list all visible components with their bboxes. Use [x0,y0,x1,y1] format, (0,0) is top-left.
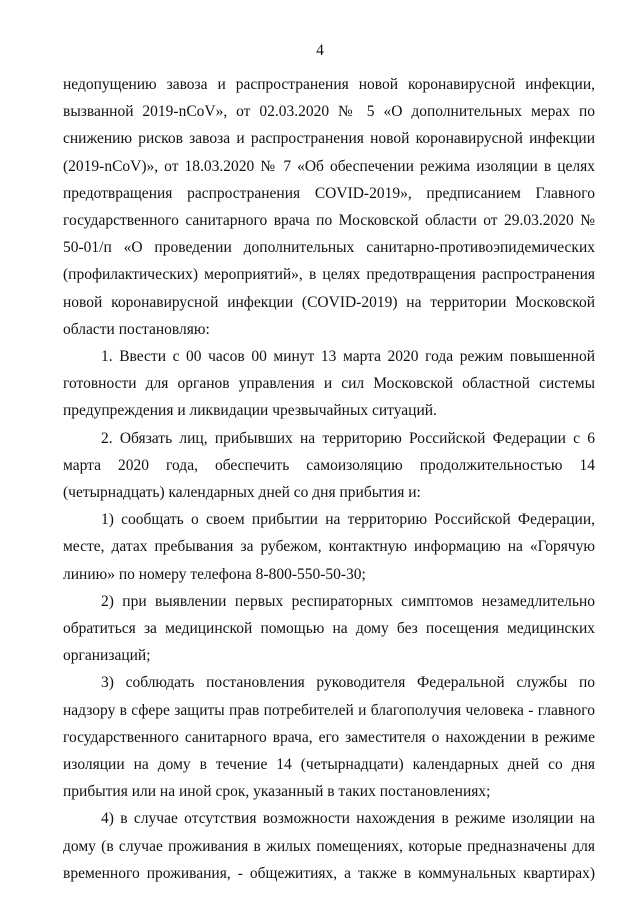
clause-1-paragraph: 1. Ввести с 00 часов 00 минут 13 марта 2020 года режим повышенной готовности для органов управления и сил Московской областной системы предупреждения и ликвидации чрезвычайных ситуаций. [63,348,595,420]
page-number: 4 [316,42,324,59]
subclause-4-paragraph: 4) в случае отсутствия возможности нахождения в режиме изоляции на дому (в случае проживания в жилых помещениях, которые предназначены для временного проживания, - общежитиях, а также в коммунальных квартирах) [63,810,595,882]
subclause-3-paragraph: 3) соблюдать постановления руководителя Федеральной службы по надзору в сфере защиты прав потребителей и благополучия человека - главного государственного санитарного врача, его заместителя о нахождении в режиме изоляции на дому в течение 14 (четырнадцати) календарных дней со дня прибытия или на иной срок, указанный в таких постановлениях; [63,674,595,801]
intro-paragraph: недопущению завоза и распространения новой коронавирусной инфекции, вызванной 2019-nCoV», от 02.03.2020 № 5 «О дополнительных мерах по снижению рисков завоза и распространения новой коронавирусной инфекции (2019-nCoV)», от 18.03.2020 № 7 «Об обеспечении режима изоляции в целях предотвращения распространения COVID-2019», предписанием Главного государственного санитарного врача по Московской области от 29.03.2020 № 50-01/п «О проведении дополнительных санитарно-противоэпидемических (профилактических) мероприятий», в целях предотвращения распространения новой коронавирусной инфекции (COVID-2019) на территории Московской области постановляю: [63,76,595,338]
clause-2-paragraph: 2. Обязать лиц, прибывших на территорию Российской Федерации с 6 марта 2020 года, обеспечить самоизоляцию продолжительностью 14 (четырнадцать) календарных дней со дня прибытия и: [63,429,595,502]
document-body [63,71,595,887]
subclause-2-paragraph: 2) при выявлении первых респираторных симптомов незамедлительно обратиться за медицинской помощью на дому без посещения медицинских организаций; [63,592,595,665]
subclause-1-paragraph: 1) сообщать о своем прибытии на территорию Российской Федерации, месте, датах пребывания за рубежом, контактную информацию на «Горячую линию» по номеру телефона 8-800-550-50-30; [63,511,595,583]
